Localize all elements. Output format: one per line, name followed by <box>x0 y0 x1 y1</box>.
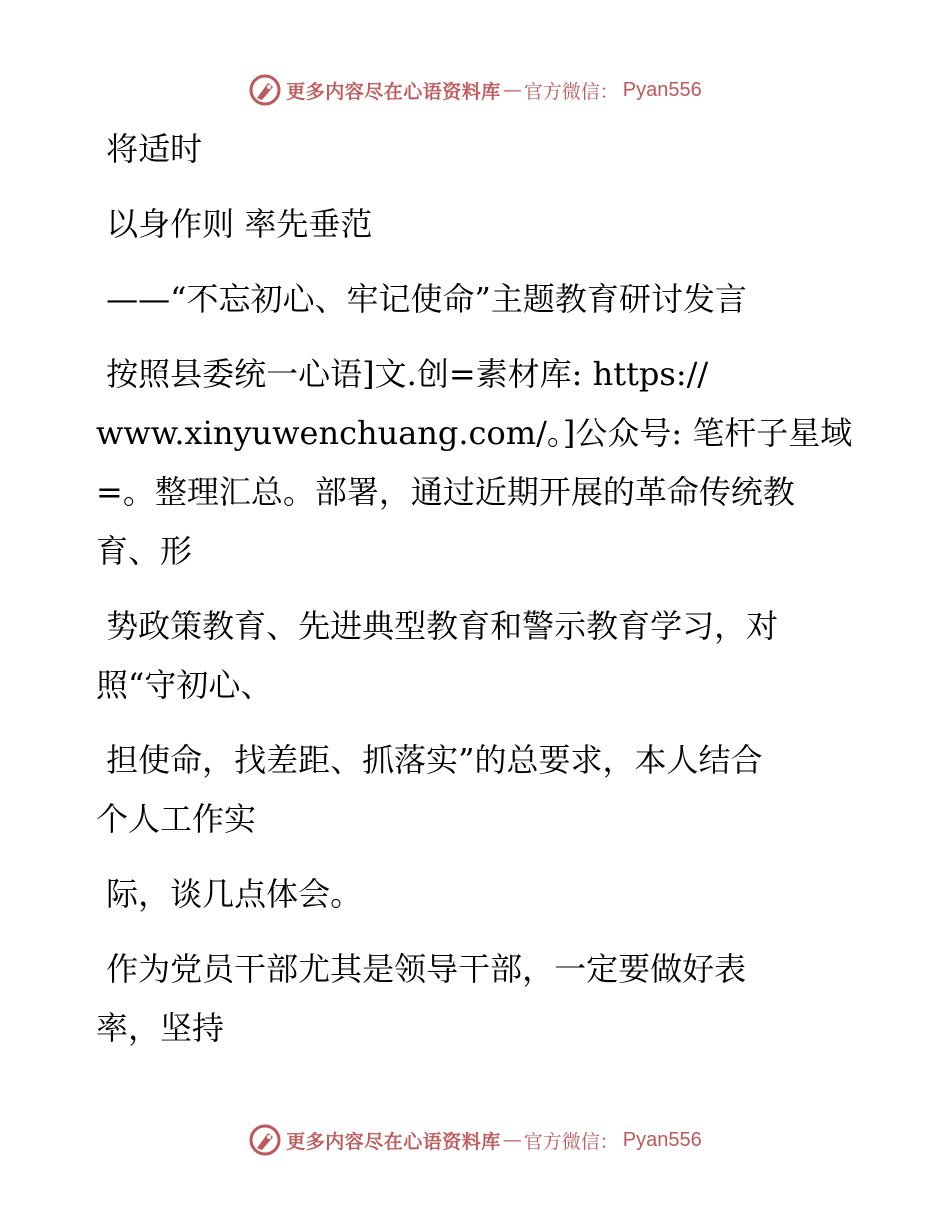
banner-text: 更多内容尽在心语资料库 <box>286 1130 501 1153</box>
wechat-id: Pyan556 <box>622 78 702 101</box>
pen-nib-logo-icon <box>248 73 282 107</box>
paragraph <box>96 345 856 581</box>
text-line: 率，坚持 <box>96 1009 225 1047</box>
wechat-label: 官方微信： <box>523 1130 619 1153</box>
text-line: 照“守初心、 <box>96 666 273 704</box>
paragraph <box>96 940 856 1058</box>
text-line: 作为党员干部尤其是领导干部，一定要做好表 <box>96 950 747 988</box>
text-line: www.xinyuwenchuang.com/。]公众号: 笔杆子星域 <box>96 414 853 452</box>
paragraph <box>96 270 856 329</box>
header-banner <box>0 70 950 110</box>
paragraph <box>96 731 856 849</box>
text-line: 育、形 <box>96 532 193 570</box>
banner-text: 更多内容尽在心语资料库 <box>286 80 501 103</box>
paragraph <box>96 597 856 715</box>
text-line: 际，谈几点体会。 <box>96 875 363 913</box>
text-line: 将适时 <box>96 130 203 168</box>
text-line: 担使命，找差距、抓落实”的总要求，本人结合 <box>96 741 763 779</box>
paragraph <box>96 120 856 179</box>
text-line: ——“不忘初心、牢记使命”主题教育研讨发言 <box>96 280 747 318</box>
text-line: =。整理汇总。部署，通过近期开展的革命传统教 <box>96 473 795 511</box>
banner-separator: — <box>502 79 522 101</box>
pen-nib-logo-icon <box>248 1123 282 1157</box>
document-body <box>96 120 856 1058</box>
text-line: 以身作则 率先垂范 <box>96 205 373 243</box>
footer-banner <box>0 1120 950 1160</box>
wechat-id: Pyan556 <box>622 1128 702 1151</box>
paragraph <box>96 865 856 924</box>
paragraph <box>96 195 856 254</box>
text-line: 势政策教育、先进典型教育和警示教育学习，对 <box>96 607 779 645</box>
text-line: 个人工作实 <box>96 800 257 838</box>
text-line: 按照县委统一心语]文.创=素材库: https:// <box>96 355 709 393</box>
banner-separator: — <box>502 1129 522 1151</box>
wechat-label: 官方微信： <box>523 80 619 103</box>
